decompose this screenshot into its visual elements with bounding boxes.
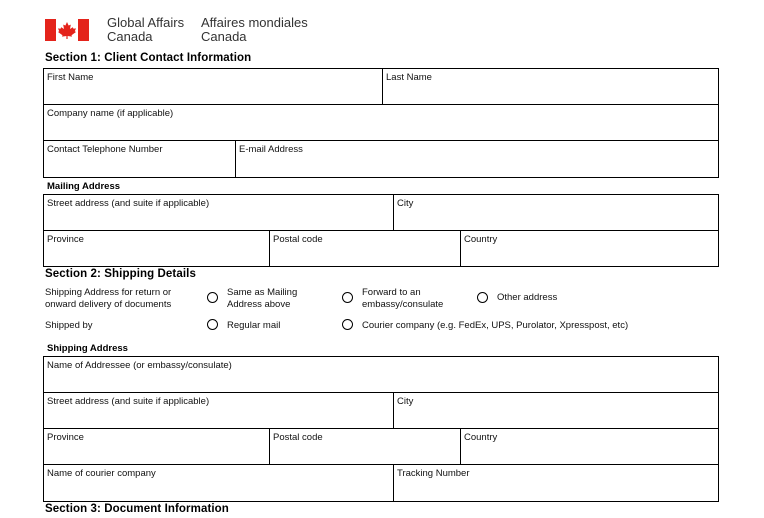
section1-title: Section 1: Client Contact Information: [45, 52, 252, 64]
section3-title: Section 3: Document Information: [45, 503, 229, 515]
mailing-province-field[interactable]: Province: [47, 234, 84, 245]
mailing-postal-field[interactable]: Postal code: [273, 234, 323, 245]
radio-other-address[interactable]: [477, 292, 488, 303]
section2-title: Section 2: Shipping Details: [45, 268, 196, 280]
return-delivery-label: Shipping Address for return or onward delivery of documents: [45, 287, 172, 310]
shipped-by-label: Shipped by: [45, 320, 93, 331]
phone-field[interactable]: Contact Telephone Number: [47, 144, 163, 155]
radio-same-as-mailing[interactable]: [207, 292, 218, 303]
mailing-country-field[interactable]: Country: [464, 234, 498, 245]
radio-courier[interactable]: [342, 319, 353, 330]
forward-embassy-label: Forward to an embassy/consulate: [362, 287, 444, 310]
org-name-french: Affaires mondiales Canada: [201, 15, 308, 44]
mailing-address-table: [43, 194, 719, 267]
mailing-address-title: Mailing Address: [47, 181, 121, 192]
canada-flag-icon: [45, 19, 89, 41]
client-contact-table: [43, 68, 719, 178]
shipping-street-field[interactable]: Street address (and suite if applicable): [47, 396, 210, 407]
shipping-country-field[interactable]: Country: [464, 432, 498, 443]
courier-label: Courier company (e.g. FedEx, UPS, Purolator, Xpresspost, etc): [362, 320, 629, 331]
shipping-address-table: [43, 356, 719, 502]
regular-mail-label: Regular mail: [227, 320, 281, 331]
radio-forward-embassy[interactable]: [342, 292, 353, 303]
org-name-english: Global Affairs Canada: [107, 15, 185, 44]
radio-regular-mail[interactable]: [207, 319, 218, 330]
other-address-label: Other address: [497, 292, 558, 303]
shipping-province-field[interactable]: Province: [47, 432, 84, 443]
addressee-field[interactable]: Name of Addressee (or embassy/consulate): [47, 360, 232, 371]
last-name-field[interactable]: Last Name: [386, 72, 432, 83]
shipping-address-title: Shipping Address: [47, 343, 128, 354]
mailing-street-field[interactable]: Street address (and suite if applicable): [47, 198, 210, 209]
first-name-field[interactable]: First Name: [47, 72, 94, 83]
shipping-postal-field[interactable]: Postal code: [273, 432, 323, 443]
email-field[interactable]: E-mail Address: [239, 144, 303, 155]
shipping-city-field[interactable]: City: [397, 396, 414, 407]
mailing-city-field[interactable]: City: [397, 198, 414, 209]
tracking-number-field[interactable]: Tracking Number: [397, 468, 470, 479]
courier-name-field[interactable]: Name of courier company: [47, 468, 156, 479]
company-name-field[interactable]: Company name (if applicable): [47, 108, 174, 119]
same-as-mailing-label: Same as Mailing Address above: [227, 287, 298, 310]
